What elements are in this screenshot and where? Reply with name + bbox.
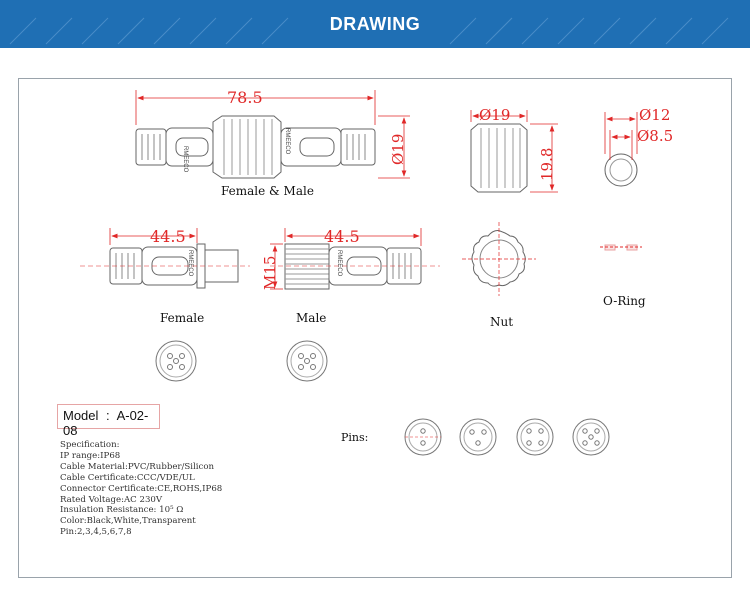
- dim-oring-inner-label: Ø8.5: [637, 127, 674, 145]
- pin-option-3: [460, 419, 496, 455]
- brand-print-male: RMEECO: [336, 250, 342, 277]
- nut-side-view: [471, 124, 527, 192]
- model-value: A-02-08: [63, 408, 149, 438]
- spec-line: Color:Black,White,Transparent: [60, 516, 196, 527]
- model-separator: :: [106, 408, 110, 423]
- dim-thread-label: M15: [261, 255, 279, 290]
- spec-line: IP range:IP68: [60, 450, 121, 461]
- male-connector: [270, 244, 440, 289]
- female-connector: [80, 244, 250, 288]
- label-female-male: Female & Male: [221, 184, 314, 198]
- brand-print-female: RMEECO: [187, 250, 193, 277]
- dim-overall-length-label: 78.5: [227, 88, 263, 107]
- page-title: DRAWING: [329, 14, 421, 34]
- dim-male-length-label: 44.5: [324, 227, 360, 246]
- oring-side-view: [600, 245, 642, 250]
- dim-nut-diameter-label: Ø19: [479, 106, 511, 124]
- pin-option-2: [405, 419, 441, 455]
- spec-line: Rated Voltage:AC 230V: [60, 494, 163, 505]
- male-pin-face: [287, 341, 327, 381]
- dim-oring: [605, 112, 637, 160]
- label-oring: O-Ring: [603, 294, 646, 308]
- spec-line: Pin:2,3,4,5,6,7,8: [60, 527, 132, 538]
- specification-block: [60, 440, 222, 538]
- nut-front-view: [462, 222, 536, 296]
- label-female: Female: [160, 311, 205, 325]
- dim-oring-outer-label: Ø12: [639, 106, 671, 124]
- pin-option-4: [517, 419, 553, 455]
- spec-line: Connector Certificate:CE,ROHS,IP68: [60, 483, 223, 494]
- brand-print-right: RMEECO: [284, 128, 290, 155]
- model-text: [63, 408, 159, 438]
- spec-line: Cable Material:PVC/Rubber/Silicon: [60, 461, 215, 472]
- female-male-assembly: [136, 116, 375, 178]
- label-male: Male: [296, 311, 327, 325]
- dim-diameter-side-label: Ø19: [389, 133, 407, 165]
- label-nut: Nut: [490, 315, 514, 329]
- dim-female-length-label: 44.5: [150, 227, 186, 246]
- spec-line: Cable Certificate:CCC/VDE/UL: [60, 472, 195, 483]
- model-label: Model: [63, 408, 99, 423]
- label-pins: Pins:: [341, 431, 369, 444]
- pin-option-5: [573, 419, 609, 455]
- brand-print-left: RMEECO: [182, 146, 188, 173]
- spec-line: Specification:: [60, 440, 120, 450]
- spec-line: Insulation Resistance: 10⁵ Ω: [60, 505, 184, 516]
- model-box: [57, 404, 160, 438]
- dim-nut-height-label: 19.8: [538, 147, 556, 181]
- banner-pattern: [10, 18, 728, 44]
- female-pin-face: [156, 341, 196, 381]
